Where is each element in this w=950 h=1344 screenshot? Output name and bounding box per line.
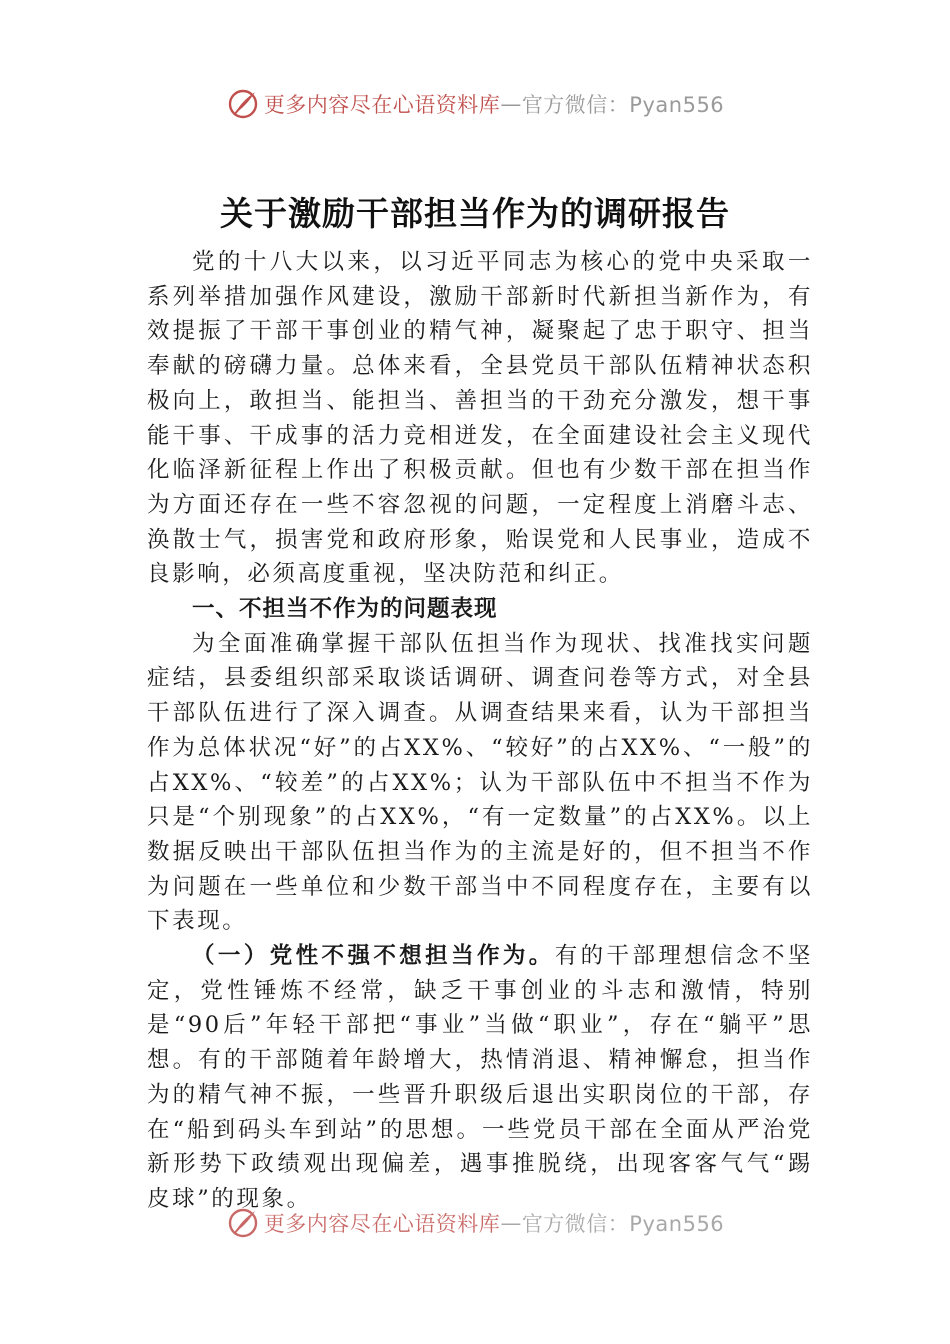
watermark-text: 更多内容尽在心语资料库 — [263, 93, 501, 117]
subsection-heading-1: （一）党性不强不想担当作为。 — [192, 943, 555, 970]
subsection-text-1: 有的干部理想信念不坚定，党性锤炼不经常，缺乏干事创业的斗志和激情，特别是“90后”年轻干部把“事业”当做“职业”，存在“躺平”思想。有的干部随着年龄增大，热情消退、精神懈怠，担当作为的精气神不振，一些晋升职级后退出实职岗位的干部，存在“船到码头车到站”的思想。一些党员干部在全面从严治党新形势下政绩观出现偏差，遇事推脱绕，出现客客气气“踢皮球”的现象。 — [147, 943, 813, 1212]
document-body — [147, 245, 813, 1217]
watermark-wechat: 官方微信：Pyan556 — [521, 93, 725, 117]
quill-logo-icon — [226, 87, 260, 121]
document-title: 关于激励干部担当作为的调研报告 — [220, 194, 730, 233]
section-heading-1: 一、不担当不作为的问题表现 — [192, 596, 498, 623]
watermark-wechat: 官方微信：Pyan556 — [521, 1212, 725, 1236]
paragraph-subsection-1 — [147, 939, 813, 1217]
paragraph-intro: 党的十八大以来，以习近平同志为核心的党中央采取一系列举措加强作风建设，激励干部新时代新担当新作为，有效提振了干部干事创业的精气神，凝聚起了忠于职守、担当奉献的磅礴力量。总体来看，全县党员干部队伍精神状态积极向上，敢担当、能担当、善担当的干劲充分激发，想干事能干事、干成事的活力竞相迸发，在全面建设社会主义现代化临泽新征程上作出了积极贡献。但也有少数干部在担当作为方面还存在一些不容忽视的问题，一定程度上消磨斗志、涣散士气，损害党和政府形象，贻误党和人民事业，造成不良影响，必须高度重视，坚决防范和纠正。 — [147, 249, 813, 588]
watermark-separator: — — [500, 1211, 522, 1235]
watermark-footer — [0, 1206, 950, 1240]
watermark-text: 更多内容尽在心语资料库 — [263, 1212, 501, 1236]
watermark-header — [0, 87, 950, 121]
paragraph-survey: 为全面准确掌握干部队伍担当作为现状、找准找实问题症结，县委组织部采取谈话调研、调查问卷等方式，对全县干部队伍进行了深入调查。从调查结果来看，认为干部担当作为总体状况“好”的占XX%、“较好”的占XX%、“一般”的占XX%、“较差”的占XX%；认为干部队伍中不担当不作为只是“个别现象”的占XX%，“有一定数量”的占XX%。以上数据反映出干部队伍担当作为的主流是好的，但不担当不作为问题在一些单位和少数干部当中不同程度存在，主要有以下表现。 — [147, 630, 813, 935]
watermark-separator: — — [500, 92, 522, 116]
quill-logo-icon — [226, 1206, 260, 1240]
